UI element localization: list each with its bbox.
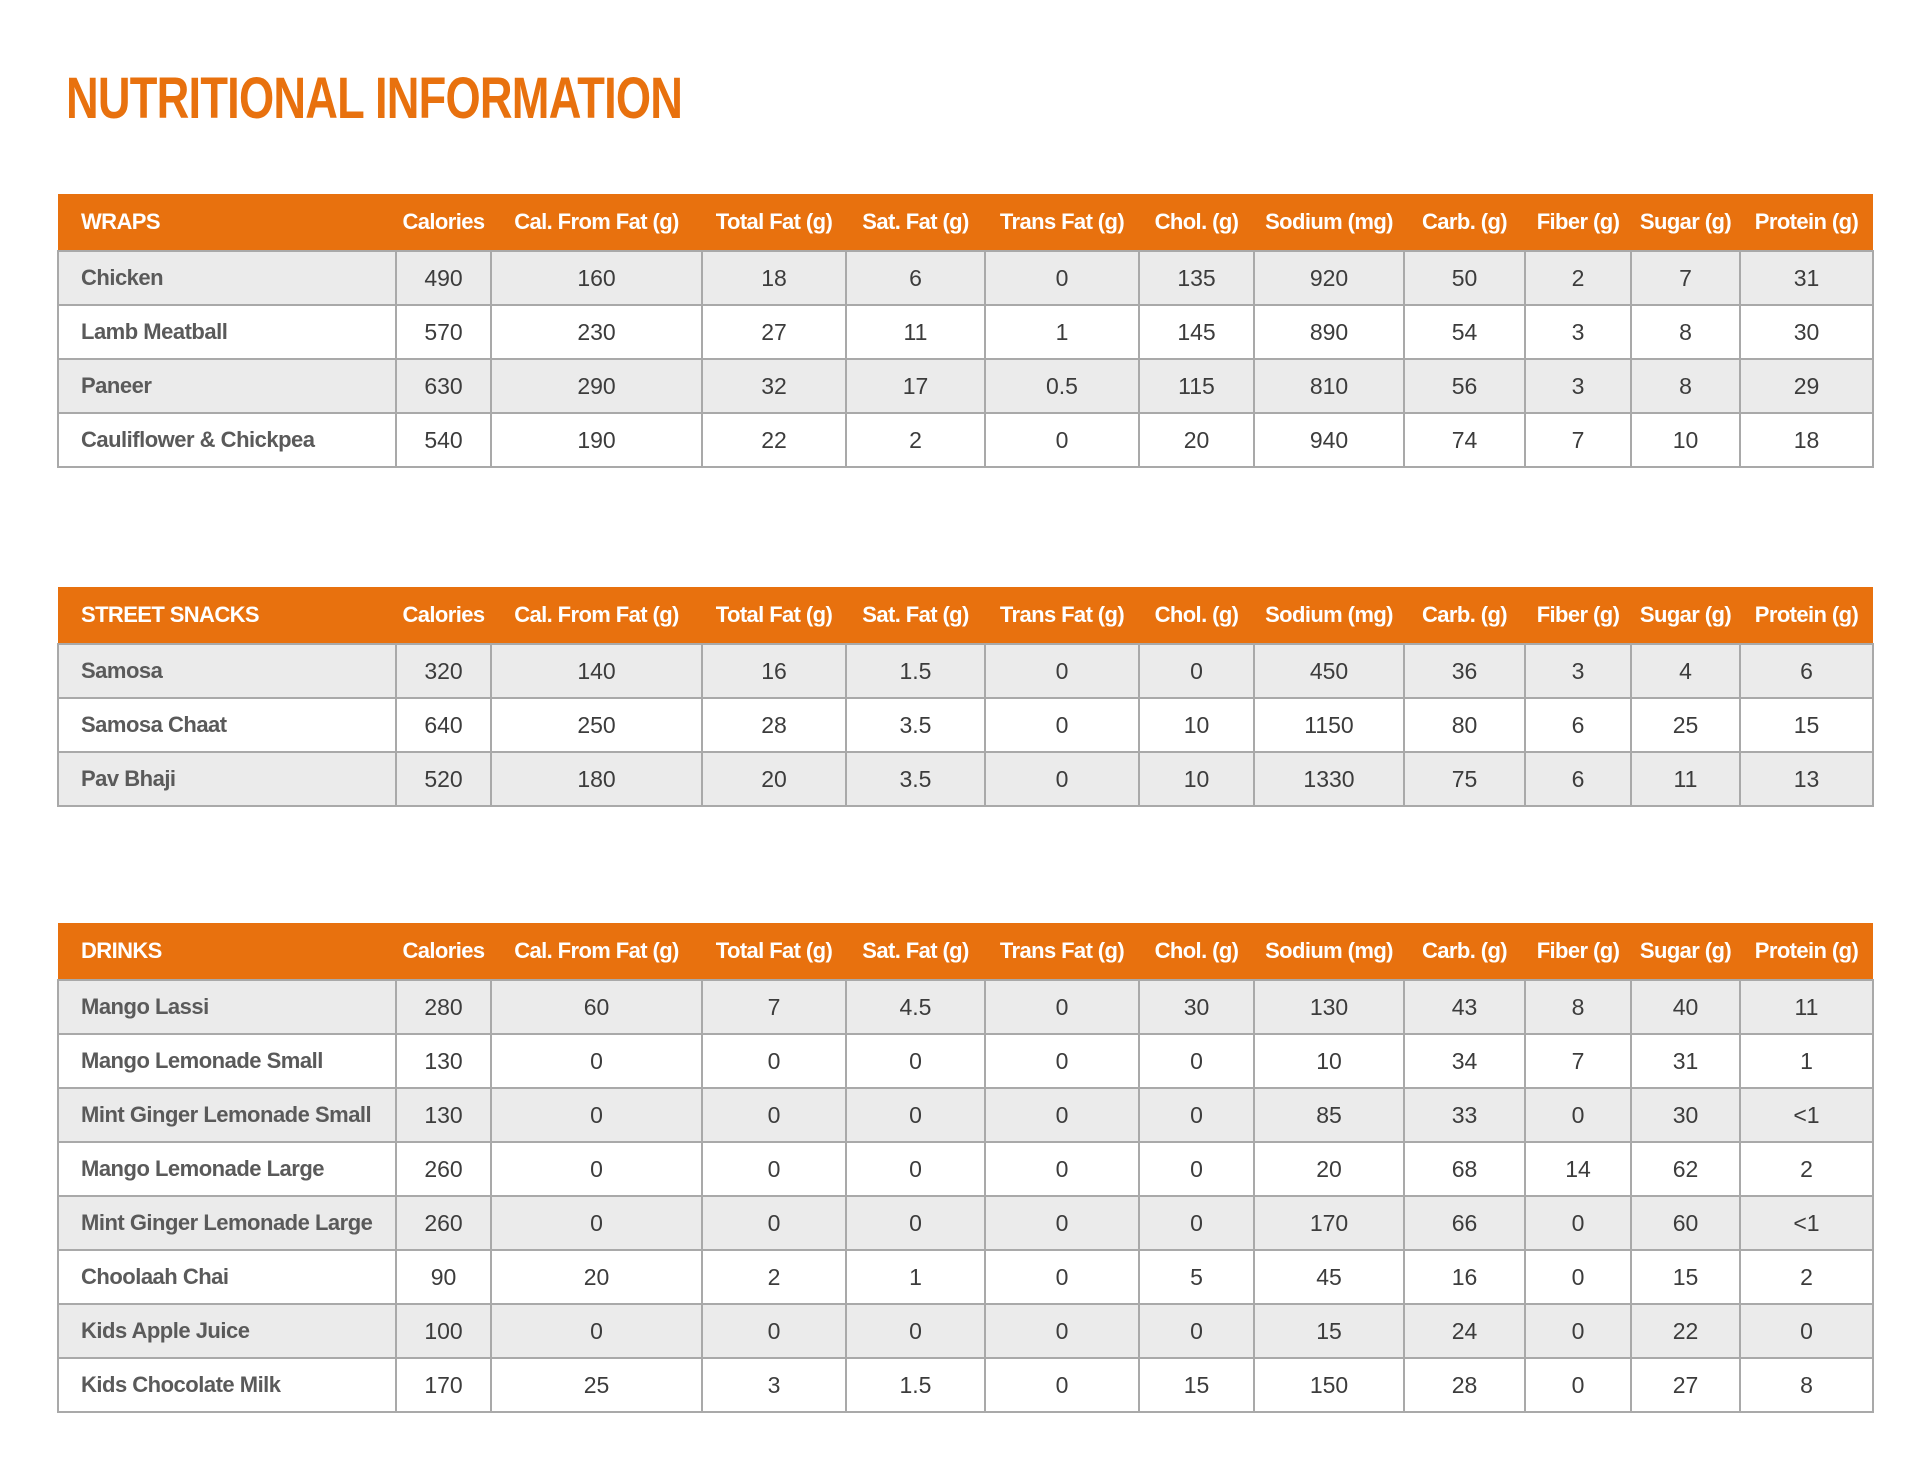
item-name-cell: Cauliflower & Chickpea bbox=[58, 413, 396, 467]
value-cell: 520 bbox=[396, 752, 491, 806]
value-cell: 40 bbox=[1631, 980, 1740, 1034]
column-header: Carb. (g) bbox=[1404, 194, 1525, 251]
value-cell: 130 bbox=[1254, 980, 1404, 1034]
table-row bbox=[58, 359, 1873, 413]
item-name-cell: Samosa bbox=[58, 644, 396, 698]
value-cell: 28 bbox=[702, 698, 846, 752]
value-cell: 0 bbox=[1139, 644, 1254, 698]
value-cell: 43 bbox=[1404, 980, 1525, 1034]
value-cell: 0 bbox=[1525, 1358, 1631, 1412]
value-cell: <1 bbox=[1740, 1088, 1873, 1142]
value-cell: 180 bbox=[491, 752, 702, 806]
value-cell: 24 bbox=[1404, 1304, 1525, 1358]
column-header: Total Fat (g) bbox=[702, 194, 846, 251]
value-cell: 3 bbox=[1525, 359, 1631, 413]
item-name-cell: Kids Apple Juice bbox=[58, 1304, 396, 1358]
value-cell: 0 bbox=[985, 698, 1139, 752]
table-row bbox=[58, 980, 1873, 1034]
value-cell: 3.5 bbox=[846, 698, 985, 752]
item-name-cell: Paneer bbox=[58, 359, 396, 413]
value-cell: 20 bbox=[702, 752, 846, 806]
value-cell: 170 bbox=[396, 1358, 491, 1412]
table-row bbox=[58, 413, 1873, 467]
value-cell: 54 bbox=[1404, 305, 1525, 359]
item-name-cell: Choolaah Chai bbox=[58, 1250, 396, 1304]
value-cell: 27 bbox=[702, 305, 846, 359]
value-cell: 31 bbox=[1740, 251, 1873, 305]
value-cell: 15 bbox=[1254, 1304, 1404, 1358]
column-header: Total Fat (g) bbox=[702, 587, 846, 644]
value-cell: 0 bbox=[985, 1358, 1139, 1412]
value-cell: 29 bbox=[1740, 359, 1873, 413]
value-cell: 85 bbox=[1254, 1088, 1404, 1142]
item-name-cell: Mint Ginger Lemonade Small bbox=[58, 1088, 396, 1142]
column-header: Calories bbox=[396, 587, 491, 644]
value-cell: 45 bbox=[1254, 1250, 1404, 1304]
value-cell: 0.5 bbox=[985, 359, 1139, 413]
column-header: Cal. From Fat (g) bbox=[491, 587, 702, 644]
value-cell: 50 bbox=[1404, 251, 1525, 305]
value-cell: 20 bbox=[1139, 413, 1254, 467]
value-cell: 540 bbox=[396, 413, 491, 467]
value-cell: 11 bbox=[846, 305, 985, 359]
item-name-cell: Mango Lassi bbox=[58, 980, 396, 1034]
column-header: Trans Fat (g) bbox=[985, 923, 1139, 980]
column-header: Protein (g) bbox=[1740, 923, 1873, 980]
column-header: Fiber (g) bbox=[1525, 587, 1631, 644]
value-cell: 32 bbox=[702, 359, 846, 413]
column-header: Chol. (g) bbox=[1139, 923, 1254, 980]
value-cell: 140 bbox=[491, 644, 702, 698]
value-cell: 920 bbox=[1254, 251, 1404, 305]
column-header: Sugar (g) bbox=[1631, 587, 1740, 644]
value-cell: 14 bbox=[1525, 1142, 1631, 1196]
value-cell: 0 bbox=[1740, 1304, 1873, 1358]
value-cell: 28 bbox=[1404, 1358, 1525, 1412]
value-cell: 170 bbox=[1254, 1196, 1404, 1250]
section-heading: STREET SNACKS bbox=[58, 587, 396, 644]
value-cell: 90 bbox=[396, 1250, 491, 1304]
value-cell: 0 bbox=[491, 1088, 702, 1142]
column-header: Sugar (g) bbox=[1631, 923, 1740, 980]
table-row bbox=[58, 1250, 1873, 1304]
value-cell: 7 bbox=[1525, 1034, 1631, 1088]
table-row bbox=[58, 1142, 1873, 1196]
value-cell: 1330 bbox=[1254, 752, 1404, 806]
column-header: Cal. From Fat (g) bbox=[491, 923, 702, 980]
value-cell: 0 bbox=[491, 1196, 702, 1250]
value-cell: 17 bbox=[846, 359, 985, 413]
value-cell: 15 bbox=[1139, 1358, 1254, 1412]
value-cell: 0 bbox=[1139, 1196, 1254, 1250]
value-cell: 0 bbox=[985, 752, 1139, 806]
column-header: Sodium (mg) bbox=[1254, 194, 1404, 251]
table-row bbox=[58, 644, 1873, 698]
value-cell: 0 bbox=[985, 1142, 1139, 1196]
value-cell: 810 bbox=[1254, 359, 1404, 413]
value-cell: 62 bbox=[1631, 1142, 1740, 1196]
wraps-table bbox=[57, 194, 1874, 468]
value-cell: 940 bbox=[1254, 413, 1404, 467]
column-header: Sodium (mg) bbox=[1254, 923, 1404, 980]
column-header: Trans Fat (g) bbox=[985, 587, 1139, 644]
value-cell: 0 bbox=[1139, 1304, 1254, 1358]
value-cell: 0 bbox=[985, 644, 1139, 698]
value-cell: 2 bbox=[1740, 1250, 1873, 1304]
value-cell: 0 bbox=[1139, 1142, 1254, 1196]
value-cell: 0 bbox=[702, 1142, 846, 1196]
column-header: Chol. (g) bbox=[1139, 587, 1254, 644]
page-title: NUTRITIONAL INFORMATION bbox=[66, 66, 683, 131]
value-cell: 10 bbox=[1631, 413, 1740, 467]
value-cell: 145 bbox=[1139, 305, 1254, 359]
value-cell: 0 bbox=[491, 1304, 702, 1358]
value-cell: 290 bbox=[491, 359, 702, 413]
value-cell: 630 bbox=[396, 359, 491, 413]
table-row bbox=[58, 1034, 1873, 1088]
value-cell: 0 bbox=[985, 1034, 1139, 1088]
value-cell: 30 bbox=[1139, 980, 1254, 1034]
value-cell: 6 bbox=[1525, 698, 1631, 752]
value-cell: 3 bbox=[702, 1358, 846, 1412]
value-cell: 8 bbox=[1631, 359, 1740, 413]
value-cell: 1.5 bbox=[846, 644, 985, 698]
value-cell: 15 bbox=[1631, 1250, 1740, 1304]
value-cell: 56 bbox=[1404, 359, 1525, 413]
column-header: Sat. Fat (g) bbox=[846, 194, 985, 251]
value-cell: 135 bbox=[1139, 251, 1254, 305]
column-header: Calories bbox=[396, 194, 491, 251]
value-cell: 20 bbox=[491, 1250, 702, 1304]
value-cell: 7 bbox=[702, 980, 846, 1034]
value-cell: 570 bbox=[396, 305, 491, 359]
value-cell: 0 bbox=[491, 1142, 702, 1196]
value-cell: 130 bbox=[396, 1034, 491, 1088]
value-cell: 0 bbox=[1139, 1088, 1254, 1142]
column-header: Carb. (g) bbox=[1404, 587, 1525, 644]
value-cell: 130 bbox=[396, 1088, 491, 1142]
value-cell: 6 bbox=[1525, 752, 1631, 806]
column-header: Sat. Fat (g) bbox=[846, 923, 985, 980]
street-snacks-table bbox=[57, 587, 1874, 807]
value-cell: 490 bbox=[396, 251, 491, 305]
value-cell: 230 bbox=[491, 305, 702, 359]
value-cell: 34 bbox=[1404, 1034, 1525, 1088]
value-cell: <1 bbox=[1740, 1196, 1873, 1250]
value-cell: 4.5 bbox=[846, 980, 985, 1034]
value-cell: 0 bbox=[702, 1304, 846, 1358]
value-cell: 1 bbox=[985, 305, 1139, 359]
value-cell: 66 bbox=[1404, 1196, 1525, 1250]
value-cell: 5 bbox=[1139, 1250, 1254, 1304]
column-header: Protein (g) bbox=[1740, 587, 1873, 644]
value-cell: 7 bbox=[1525, 413, 1631, 467]
value-cell: 11 bbox=[1740, 980, 1873, 1034]
section-heading: WRAPS bbox=[58, 194, 396, 251]
value-cell: 27 bbox=[1631, 1358, 1740, 1412]
header-row bbox=[58, 923, 1873, 980]
item-name-cell: Samosa Chaat bbox=[58, 698, 396, 752]
value-cell: 11 bbox=[1631, 752, 1740, 806]
value-cell: 0 bbox=[846, 1142, 985, 1196]
value-cell: 1.5 bbox=[846, 1358, 985, 1412]
table-row bbox=[58, 698, 1873, 752]
value-cell: 0 bbox=[846, 1034, 985, 1088]
value-cell: 0 bbox=[846, 1196, 985, 1250]
value-cell: 6 bbox=[846, 251, 985, 305]
value-cell: 0 bbox=[1525, 1304, 1631, 1358]
value-cell: 10 bbox=[1139, 698, 1254, 752]
value-cell: 33 bbox=[1404, 1088, 1525, 1142]
value-cell: 2 bbox=[1525, 251, 1631, 305]
item-name-cell: Chicken bbox=[58, 251, 396, 305]
value-cell: 0 bbox=[985, 1304, 1139, 1358]
item-name-cell: Pav Bhaji bbox=[58, 752, 396, 806]
value-cell: 0 bbox=[491, 1034, 702, 1088]
value-cell: 1 bbox=[1740, 1034, 1873, 1088]
column-header: Sat. Fat (g) bbox=[846, 587, 985, 644]
column-header: Protein (g) bbox=[1740, 194, 1873, 251]
column-header: Total Fat (g) bbox=[702, 923, 846, 980]
value-cell: 0 bbox=[985, 251, 1139, 305]
table-row bbox=[58, 1196, 1873, 1250]
value-cell: 30 bbox=[1740, 305, 1873, 359]
value-cell: 25 bbox=[1631, 698, 1740, 752]
value-cell: 68 bbox=[1404, 1142, 1525, 1196]
value-cell: 7 bbox=[1631, 251, 1740, 305]
value-cell: 190 bbox=[491, 413, 702, 467]
value-cell: 8 bbox=[1631, 305, 1740, 359]
column-header: Trans Fat (g) bbox=[985, 194, 1139, 251]
value-cell: 150 bbox=[1254, 1358, 1404, 1412]
value-cell: 36 bbox=[1404, 644, 1525, 698]
value-cell: 80 bbox=[1404, 698, 1525, 752]
value-cell: 16 bbox=[702, 644, 846, 698]
value-cell: 1 bbox=[846, 1250, 985, 1304]
value-cell: 10 bbox=[1139, 752, 1254, 806]
value-cell: 640 bbox=[396, 698, 491, 752]
value-cell: 0 bbox=[702, 1196, 846, 1250]
value-cell: 260 bbox=[396, 1196, 491, 1250]
value-cell: 8 bbox=[1525, 980, 1631, 1034]
value-cell: 450 bbox=[1254, 644, 1404, 698]
value-cell: 0 bbox=[985, 1196, 1139, 1250]
value-cell: 13 bbox=[1740, 752, 1873, 806]
value-cell: 0 bbox=[846, 1304, 985, 1358]
item-name-cell: Mango Lemonade Large bbox=[58, 1142, 396, 1196]
table-row bbox=[58, 752, 1873, 806]
value-cell: 15 bbox=[1740, 698, 1873, 752]
column-header: Cal. From Fat (g) bbox=[491, 194, 702, 251]
value-cell: 1150 bbox=[1254, 698, 1404, 752]
table-row bbox=[58, 1304, 1873, 1358]
value-cell: 100 bbox=[396, 1304, 491, 1358]
value-cell: 260 bbox=[396, 1142, 491, 1196]
value-cell: 115 bbox=[1139, 359, 1254, 413]
value-cell: 31 bbox=[1631, 1034, 1740, 1088]
value-cell: 0 bbox=[985, 980, 1139, 1034]
column-header: Chol. (g) bbox=[1139, 194, 1254, 251]
value-cell: 74 bbox=[1404, 413, 1525, 467]
value-cell: 0 bbox=[1525, 1088, 1631, 1142]
value-cell: 0 bbox=[1525, 1196, 1631, 1250]
item-name-cell: Mint Ginger Lemonade Large bbox=[58, 1196, 396, 1250]
value-cell: 25 bbox=[491, 1358, 702, 1412]
item-name-cell: Lamb Meatball bbox=[58, 305, 396, 359]
value-cell: 0 bbox=[846, 1088, 985, 1142]
value-cell: 10 bbox=[1254, 1034, 1404, 1088]
table-row bbox=[58, 1088, 1873, 1142]
value-cell: 0 bbox=[1525, 1250, 1631, 1304]
value-cell: 320 bbox=[396, 644, 491, 698]
value-cell: 22 bbox=[1631, 1304, 1740, 1358]
column-header: Fiber (g) bbox=[1525, 194, 1631, 251]
value-cell: 6 bbox=[1740, 644, 1873, 698]
value-cell: 20 bbox=[1254, 1142, 1404, 1196]
value-cell: 4 bbox=[1631, 644, 1740, 698]
value-cell: 8 bbox=[1740, 1358, 1873, 1412]
value-cell: 18 bbox=[702, 251, 846, 305]
value-cell: 0 bbox=[702, 1034, 846, 1088]
value-cell: 2 bbox=[702, 1250, 846, 1304]
value-cell: 22 bbox=[702, 413, 846, 467]
table-row bbox=[58, 305, 1873, 359]
value-cell: 890 bbox=[1254, 305, 1404, 359]
header-row bbox=[58, 587, 1873, 644]
column-header: Fiber (g) bbox=[1525, 923, 1631, 980]
value-cell: 75 bbox=[1404, 752, 1525, 806]
value-cell: 160 bbox=[491, 251, 702, 305]
item-name-cell: Kids Chocolate Milk bbox=[58, 1358, 396, 1412]
value-cell: 0 bbox=[702, 1088, 846, 1142]
column-header: Sugar (g) bbox=[1631, 194, 1740, 251]
table-row bbox=[58, 1358, 1873, 1412]
drinks-table bbox=[57, 923, 1874, 1413]
value-cell: 2 bbox=[1740, 1142, 1873, 1196]
value-cell: 3 bbox=[1525, 305, 1631, 359]
header-row bbox=[58, 194, 1873, 251]
column-header: Carb. (g) bbox=[1404, 923, 1525, 980]
value-cell: 30 bbox=[1631, 1088, 1740, 1142]
section-heading: DRINKS bbox=[58, 923, 396, 980]
column-header: Calories bbox=[396, 923, 491, 980]
item-name-cell: Mango Lemonade Small bbox=[58, 1034, 396, 1088]
value-cell: 0 bbox=[985, 1088, 1139, 1142]
column-header: Sodium (mg) bbox=[1254, 587, 1404, 644]
value-cell: 280 bbox=[396, 980, 491, 1034]
value-cell: 0 bbox=[1139, 1034, 1254, 1088]
value-cell: 2 bbox=[846, 413, 985, 467]
value-cell: 60 bbox=[1631, 1196, 1740, 1250]
value-cell: 18 bbox=[1740, 413, 1873, 467]
value-cell: 3 bbox=[1525, 644, 1631, 698]
value-cell: 3.5 bbox=[846, 752, 985, 806]
table-row bbox=[58, 251, 1873, 305]
value-cell: 60 bbox=[491, 980, 702, 1034]
value-cell: 250 bbox=[491, 698, 702, 752]
value-cell: 0 bbox=[985, 1250, 1139, 1304]
value-cell: 0 bbox=[985, 413, 1139, 467]
value-cell: 16 bbox=[1404, 1250, 1525, 1304]
